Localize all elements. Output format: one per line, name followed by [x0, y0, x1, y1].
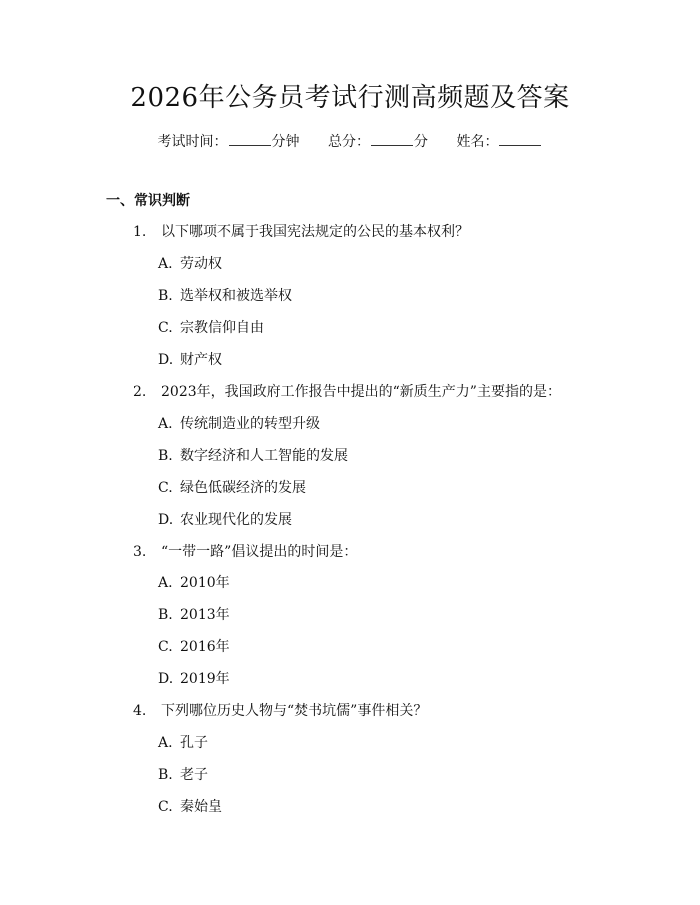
question-4-option-b: [158, 765, 208, 785]
option-letter: C.: [158, 480, 173, 496]
question-1-option-b: [158, 286, 292, 306]
option-letter: D.: [158, 671, 174, 687]
question-3-option-a: [158, 573, 230, 593]
question-3-option-c: [158, 637, 230, 657]
option-text: 传统制造业的转型升级: [180, 416, 320, 432]
question-text: 以下哪项不属于我国宪法规定的公民的基本权利？: [161, 224, 469, 240]
option-letter: A.: [158, 256, 173, 272]
question-3-option-b: [158, 605, 230, 625]
option-letter: B.: [158, 288, 173, 304]
option-text: 农业现代化的发展: [180, 512, 292, 528]
option-text: 2016年: [180, 639, 230, 655]
option-letter: B.: [158, 607, 173, 623]
total-score-unit: 分: [414, 134, 428, 150]
question-text: “一带一路”倡议提出的时间是：: [161, 544, 358, 560]
question-number: 4.: [133, 703, 147, 719]
option-text: 孔子: [180, 735, 208, 751]
option-letter: C.: [158, 639, 173, 655]
total-score-label: 总分：: [328, 134, 370, 150]
name-blank: [499, 131, 541, 146]
option-text: 2010年: [180, 575, 230, 591]
document-title: 2026年公务员考试行测高频题及答案: [130, 83, 570, 113]
name-label: 姓名：: [456, 134, 499, 150]
question-1-option-c: [158, 318, 264, 338]
option-text: 老子: [180, 767, 208, 783]
option-text: 秦始皇: [180, 799, 222, 815]
option-letter: B.: [158, 448, 173, 464]
question-3: [133, 542, 357, 562]
exam-time-field: [158, 131, 300, 152]
question-1-option-a: [158, 254, 222, 274]
option-letter: D.: [158, 512, 174, 528]
question-2-option-c: [158, 478, 306, 498]
question-2-option-b: [158, 446, 348, 466]
option-letter: A.: [158, 735, 173, 751]
name-field: [456, 131, 542, 152]
question-2: [133, 382, 561, 402]
option-letter: B.: [158, 767, 173, 783]
question-1: [133, 222, 469, 242]
option-letter: A.: [158, 416, 173, 432]
question-2-option-a: [158, 414, 320, 434]
option-text: 2019年: [180, 671, 230, 687]
question-3-option-d: [158, 669, 230, 689]
exam-info-row: [0, 131, 700, 152]
total-score-blank: [371, 131, 413, 146]
option-text: 财产权: [180, 352, 222, 368]
section-heading: 一、常识判断: [106, 193, 190, 209]
exam-time-label: 考试时间：: [157, 134, 228, 150]
question-text: 下列哪位历史人物与“焚书坑儒”事件相关？: [161, 703, 428, 719]
question-number: 3.: [133, 544, 147, 560]
option-text: 2013年: [180, 607, 230, 623]
option-text: 宗教信仰自由: [180, 320, 264, 336]
question-2-option-d: [158, 510, 292, 530]
exam-time-blank: [229, 131, 271, 146]
option-text: 数字经济和人工智能的发展: [180, 448, 348, 464]
question-4-option-a: [158, 733, 208, 753]
option-letter: C.: [158, 320, 173, 336]
option-text: 劳动权: [180, 256, 222, 272]
option-letter: A.: [158, 575, 173, 591]
question-text: 2023年，我国政府工作报告中提出的“新质生产力”主要指的是：: [161, 384, 561, 400]
option-text: 选举权和被选举权: [180, 288, 292, 304]
option-letter: C.: [158, 799, 173, 815]
exam-time-unit: 分钟: [271, 134, 300, 150]
question-number: 2.: [133, 384, 147, 400]
option-letter: D.: [158, 352, 174, 368]
option-text: 绿色低碳经济的发展: [180, 480, 306, 496]
question-number: 1.: [133, 224, 147, 240]
question-1-option-d: [158, 350, 222, 370]
question-4: [133, 701, 427, 721]
question-4-option-c: [158, 797, 222, 817]
total-score-field: [328, 131, 428, 152]
